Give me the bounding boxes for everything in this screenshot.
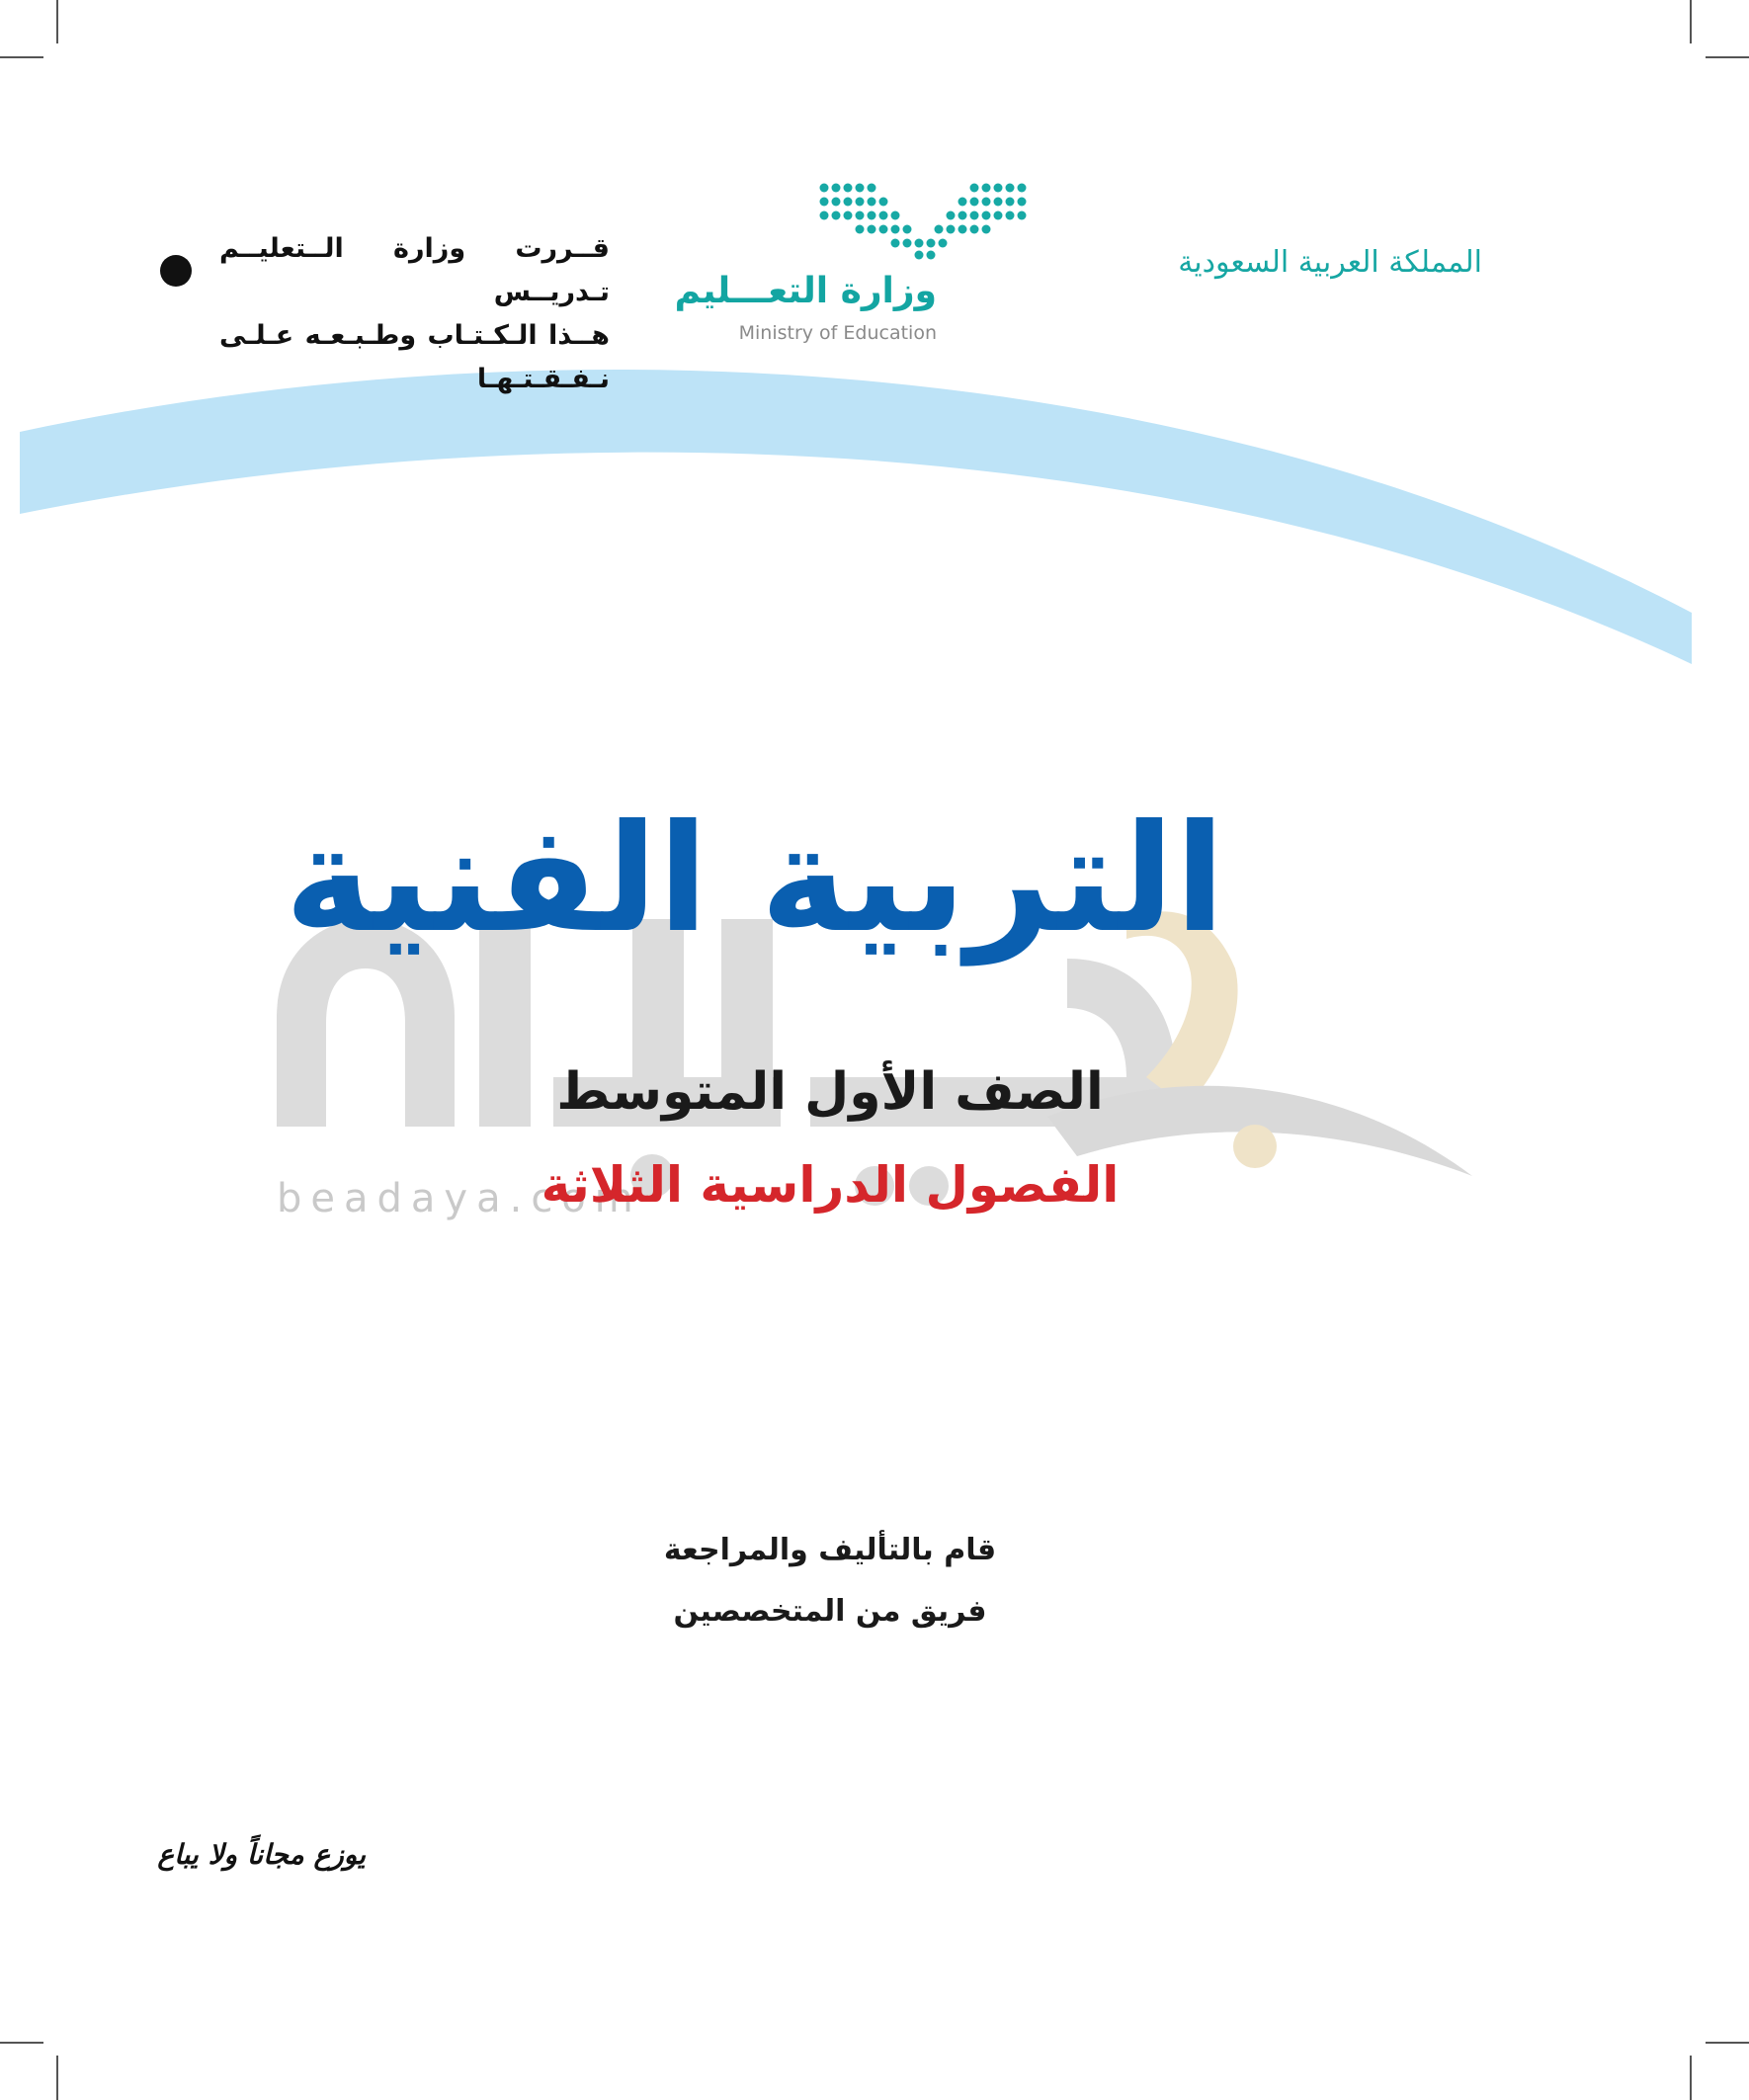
crop-mark-bottom-right-v <box>1690 2056 1692 2100</box>
grade-level: الصف الأول المتوسط <box>556 1062 1104 1122</box>
bullet-dot <box>160 255 192 287</box>
book-title: التربية الفنية <box>284 794 1225 966</box>
decree-line-2: هــذا الـكـتـاب وطـبـعـه عـلـى نـفـقـتـهـا <box>219 320 610 394</box>
free-distribution-note: يوزع مجاناً ولا يباع <box>157 1838 366 1871</box>
ministry-name-arabic: وزارة التعـــليم <box>674 271 937 311</box>
crop-mark-bottom-right-h <box>1706 2042 1749 2044</box>
ministry-name-english: Ministry of Education <box>738 322 937 344</box>
ministry-decree-text <box>219 227 610 401</box>
crop-mark-bottom-left-v <box>56 2056 58 2100</box>
watermark-site: beadaya.com <box>277 1176 642 1221</box>
authors-line-2: فريق من المتخصصين <box>673 1594 987 1629</box>
crop-mark-bottom-left-h <box>0 2042 43 2044</box>
academic-terms: الفصول الدراسية الثلاثة <box>541 1156 1120 1214</box>
decree-line-1: قــررت وزارة الــتعليــم تـدريــس <box>219 233 610 307</box>
authors-credit <box>632 1520 1028 1642</box>
country-name: المملكة العربية السعودية <box>1178 245 1482 280</box>
ministry-logo-icon <box>818 182 1036 261</box>
authors-line-1: قام بالتأليف والمراجعة <box>663 1533 997 1567</box>
